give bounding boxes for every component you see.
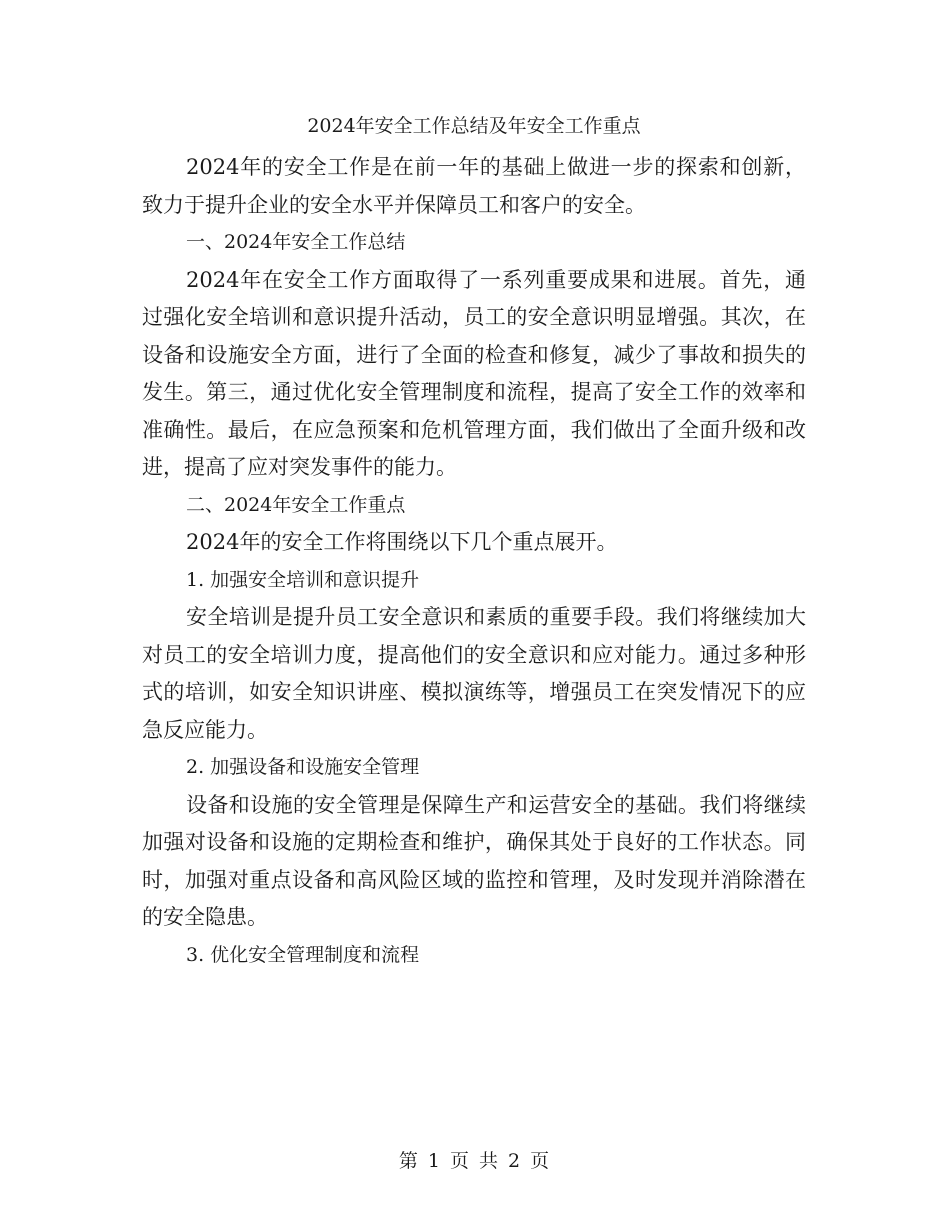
priority-heading-process: 3. 优化安全管理制度和流程	[186, 943, 420, 966]
priority-heading-training: 1. 加强安全培训和意识提升	[186, 568, 420, 591]
summary-paragraph: 2024年在安全工作方面取得了一系列重要成果和进展。首先，通过强化安全培训和意识提升活动，员工的安全意识明显增强。其次，在设备和设施安全方面，进行了全面的检查和修复，减少了事故和损失的发生。第三，通过优化安全管理制度和流程，提高了安全工作的效率和准确性。最后，在应急预案和危机管理方面，我们做出了全面升级和改进，提高了应对突发事件的能力。	[142, 267, 806, 479]
priority-heading-equipment: 2. 加强设备和设施安全管理	[186, 756, 420, 778]
page-number-footer: 第 1 页 共 2 页	[398, 1150, 552, 1172]
priorities-intro-paragraph: 2024年的安全工作将围绕以下几个重点展开。	[186, 530, 618, 554]
intro-paragraph: 2024年的安全工作是在前一年的基础上做进一步的探索和创新，致力于提升企业的安全水平并保障员工和客户的安全。	[142, 155, 806, 217]
section-heading-priorities: 二、2024年安全工作重点	[186, 493, 406, 516]
section-heading-summary: 一、2024年安全工作总结	[186, 231, 406, 253]
document-title: 2024年安全工作总结及年安全工作重点	[307, 115, 641, 137]
priority-paragraph-training: 安全培训是提升员工安全意识和素质的重要手段。我们将继续加大对员工的安全培训力度，提高他们的安全意识和应对能力。通过多种形式的培训，如安全知识讲座、模拟演练等，增强员工在突发情况下的应急反应能力。	[142, 605, 806, 742]
priority-paragraph-equipment: 设备和设施的安全管理是保障生产和运营安全的基础。我们将继续加强对设备和设施的定期检查和维护，确保其处于良好的工作状态。同时，加强对重点设备和高风险区域的监控和管理，及时发现并消除潜在的安全隐患。	[142, 792, 806, 929]
document-content	[142, 108, 806, 974]
